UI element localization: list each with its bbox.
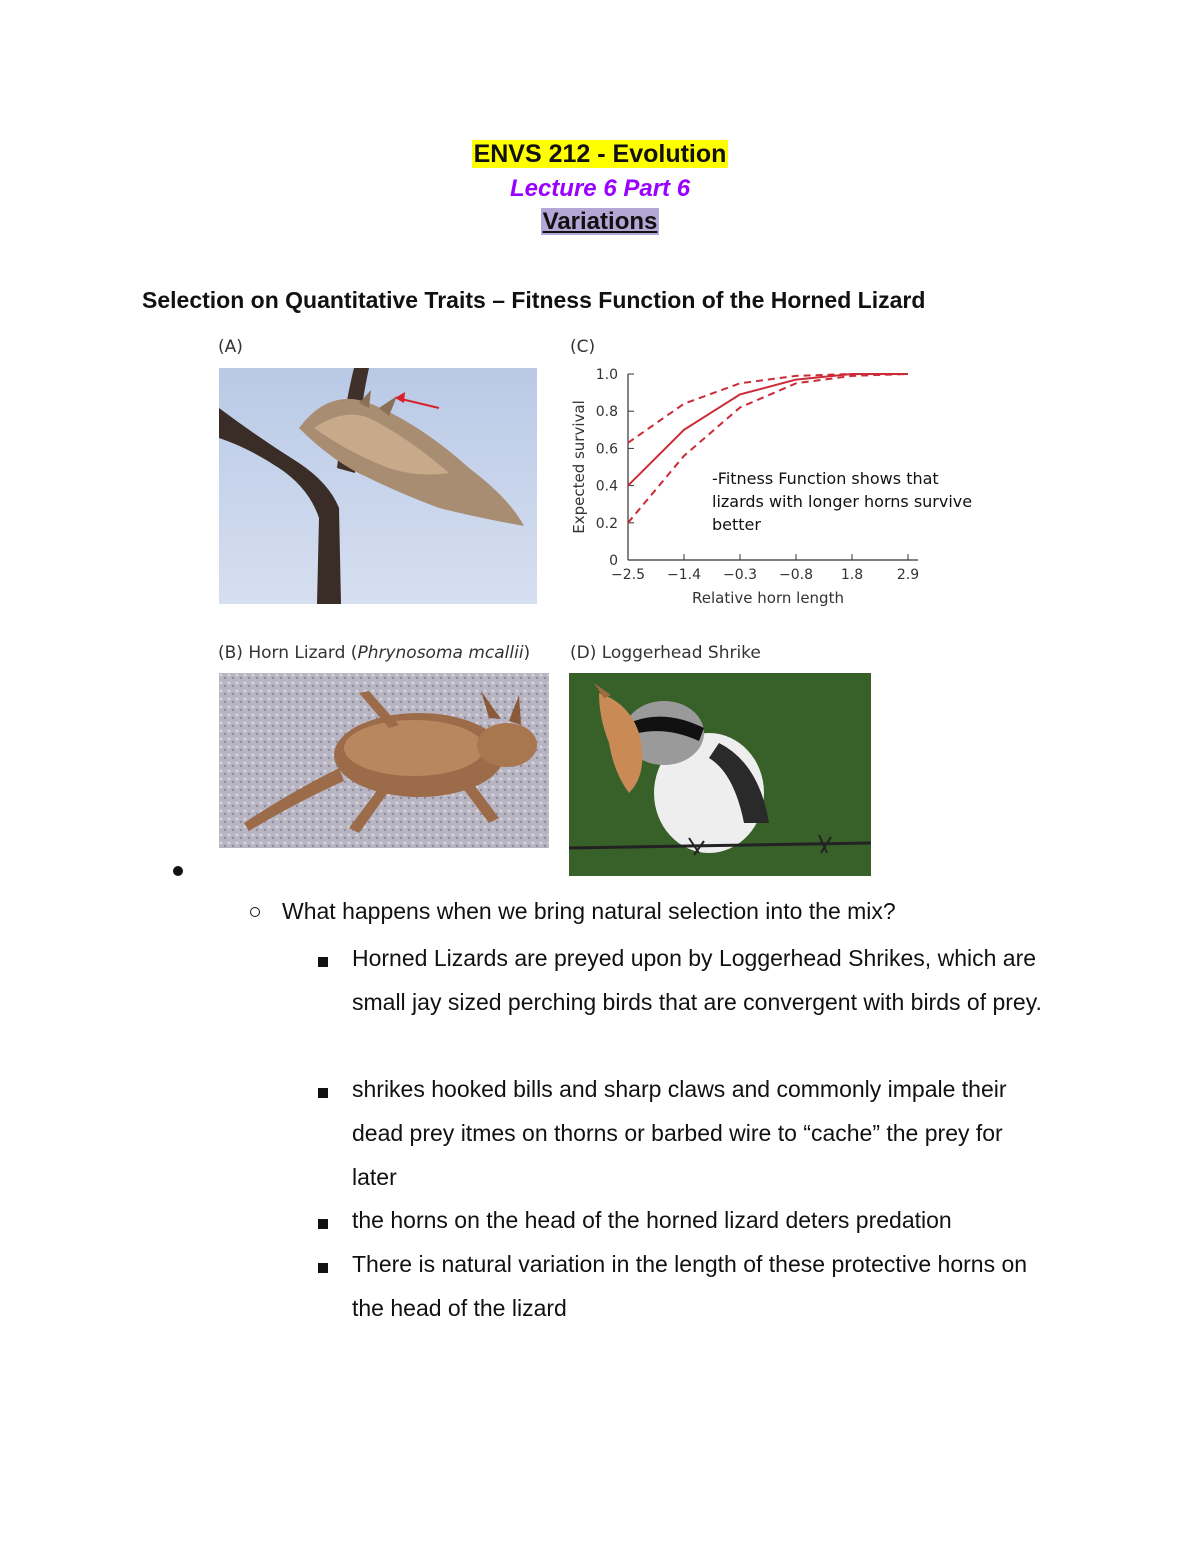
y-tick-label: 0 [609,553,618,569]
horned-lizard-photo [219,673,549,848]
bullet-level2 [250,907,260,917]
bullet-level1 [173,866,183,876]
outline-level3-item: Horned Lizards are preyed upon by Loggerhead Shrikes, which are small jay sized perching birds that are convergent with birds of prey. [352,945,1042,1015]
impaled-lizard-photo [219,368,537,604]
y-tick-label: 0.8 [595,404,618,421]
x-tick-label: −0.3 [723,567,757,583]
loggerhead-shrike-photo [569,673,871,876]
bullet-level3 [318,1263,328,1273]
x-tick-label: −0.8 [779,567,813,583]
outline-level2-text: What happens when we bring natural selection into the mix? [282,898,896,924]
y-tick-label: 0.4 [595,478,618,495]
survival-series-line [628,374,908,443]
panel-b-label: (B) Horn Lizard (Phrynosoma mcallii) [218,643,531,663]
x-tick-label: 1.8 [840,567,864,583]
chart-note-line-2: lizards with longer horns survive [712,492,973,511]
bullet-level3 [318,957,328,967]
bullet-level3 [318,1219,328,1229]
x-tick-label: 2.9 [896,567,920,583]
topic-title: Variations [542,208,658,235]
section-heading: Selection on Quantitative Traits – Fitness Function of the Horned Lizard [142,287,926,313]
x-axis-label: Relative horn length [692,589,844,607]
course-title: ENVS 212 - Evolution [473,140,727,168]
fitness-function-chart [560,360,980,615]
chart-note [712,469,972,534]
panel-d-label: (D) Loggerhead Shrike [570,643,761,663]
y-tick-label: 1.0 [595,367,618,383]
lecture-subtitle: Lecture 6 Part 6 [509,175,691,202]
outline-level3-item: the horns on the head of the horned lizard deters predation [352,1207,952,1233]
y-tick-label: 0.2 [595,515,618,532]
panel-c-label: (C) [570,337,596,357]
x-tick-label: −1.4 [667,567,701,583]
outline-level3-item: shrikes hooked bills and sharp claws and commonly impale their dead prey itmes on thorns or barbed wire to “cache” the prey for later [352,1076,1007,1190]
species-name: Phrynosoma mcallii [357,643,524,663]
bullet-level3 [318,1088,328,1098]
y-axis-label: Expected survival [570,400,588,534]
chart-note-line-1: -Fitness Function shows that [712,469,939,488]
chart-note-line-3: better [712,515,761,534]
outline-level3-item: There is natural variation in the length of these protective horns on the head of the lizard [352,1251,1028,1321]
x-tick-label: −2.5 [611,567,645,583]
panel-a-label: (A) [218,337,243,357]
y-tick-label: 0.6 [595,441,618,458]
